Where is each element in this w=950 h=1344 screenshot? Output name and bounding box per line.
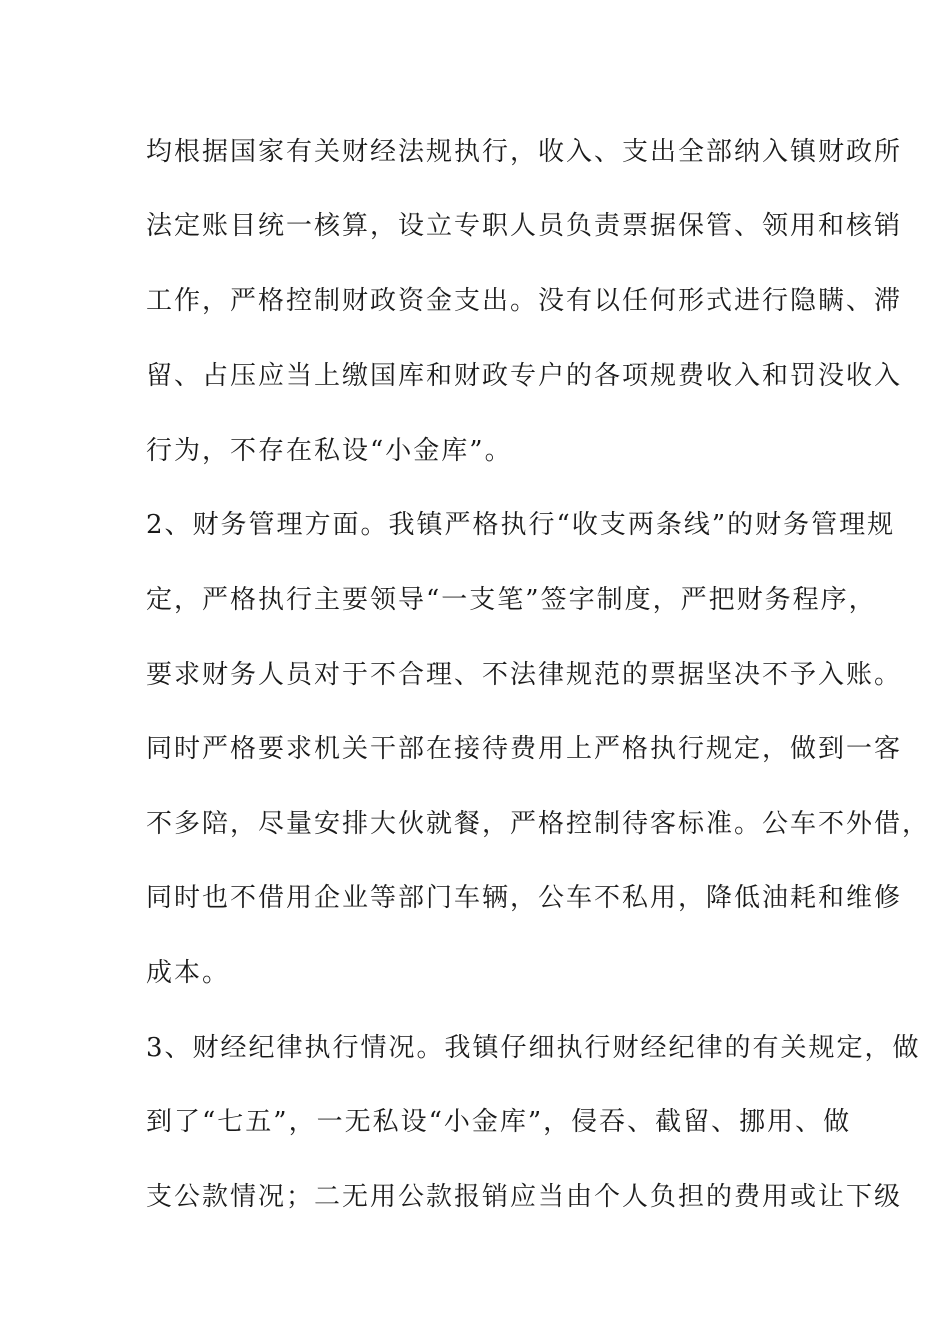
text-line: 工作，严格控制财政资金支出。没有以任何形式进行隐瞒、滞 — [146, 286, 903, 316]
text-line: 到了“七五”，一无私设“小金库”，侵吞、截留、挪用、做 — [146, 1107, 852, 1137]
text-line: 不多陪，尽量安排大伙就餐，严格控制待客标准。公车不外借， — [146, 809, 931, 839]
text-line: 法定账目统一核算，设立专职人员负责票据保管、领用和核销 — [146, 211, 903, 241]
text-line: 同时也不借用企业等部门车辆，公车不私用，降低油耗和维修 — [146, 883, 903, 913]
text-line: 成本。 — [146, 958, 231, 988]
text-line: 3、财经纪律执行情况。我镇仔细执行财经纪律的有关规定，做 — [146, 1033, 921, 1063]
text-line: 要求财务人员对于不合理、不法律规范的票据坚决不予入账。 — [146, 660, 903, 690]
text-line: 支公款情况；二无用公款报销应当由个人负担的费用或让下级 — [146, 1182, 903, 1212]
text-line: 均根据国家有关财经法规执行，收入、支出全部纳入镇财政所 — [146, 137, 903, 167]
text-line: 留、占压应当上缴国库和财政专户的各项规费收入和罚没收入 — [146, 361, 903, 391]
text-line: 定，严格执行主要领导“一支笔”签字制度，严把财务程序， — [146, 585, 877, 615]
text-line: 2、财务管理方面。我镇严格执行“收支两条线”的财务管理规 — [146, 510, 896, 540]
text-line: 同时严格要求机关干部在接待费用上严格执行规定，做到一客 — [146, 734, 903, 764]
text-line: 行为，不存在私设“小金库”。 — [146, 436, 513, 466]
